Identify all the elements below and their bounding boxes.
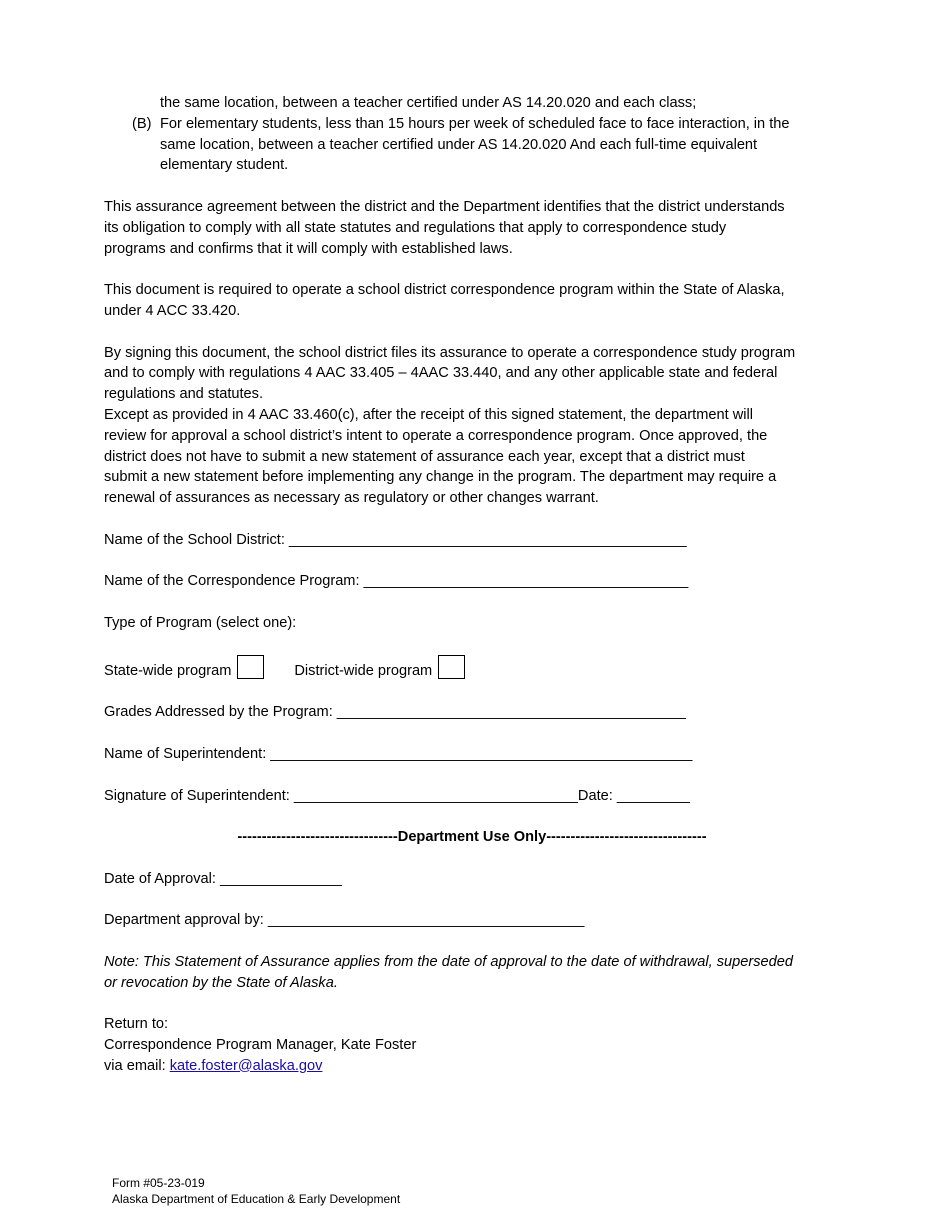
approval-by-field[interactable]: Department approval by: _______________________________________ — [104, 912, 585, 929]
paragraph-line: district does not have to submit a new statement of assurance each year, except that a district must — [104, 448, 745, 465]
item-b-line: elementary student. — [160, 157, 289, 174]
paragraph-line: This assurance agreement between the district and the Department identifies that the district understands — [104, 198, 785, 215]
program-type-options — [104, 655, 854, 682]
statewide-checkbox[interactable] — [237, 655, 264, 679]
item-b-line: For elementary students, less than 15 hours per week of scheduled face to face interaction, in the — [160, 115, 790, 132]
paragraph-line: By signing this document, the school district files its assurance to operate a correspondence study program — [104, 344, 796, 361]
grades-field[interactable]: Grades Addressed by the Program: ___________________________________________ — [104, 704, 686, 721]
program-name-field[interactable]: Name of the Correspondence Program: ________________________________________ — [104, 573, 689, 590]
paragraph-line: review for approval a school district’s intent to operate a correspondence program. Once approved, the — [104, 427, 768, 444]
paragraph-signing — [104, 343, 854, 509]
item-b-line: same location, between a teacher certified under AS 14.20.020 And each full-time equivalent — [160, 136, 758, 153]
district-name-field[interactable]: Name of the School District: _________________________________________________ — [104, 531, 687, 548]
paragraph-line: and to comply with regulations 4 AAC 33.405 – 4AAC 33.440, and any other applicable state and federal — [104, 365, 778, 382]
paragraph-line: its obligation to comply with all state statutes and regulations that apply to correspondence study — [104, 219, 727, 236]
document-body — [104, 93, 854, 1077]
paragraph-line: programs and confirms that it will comply with established laws. — [104, 240, 513, 257]
note-line: or revocation by the State of Alaska. — [104, 974, 338, 991]
superintendent-signature-field[interactable]: Signature of Superintendent: ___________________________________Date: _________ — [104, 787, 690, 804]
paragraph-assurance — [104, 197, 854, 259]
note-line: Note: This Statement of Assurance applies from the date of approval to the date of withdrawal, superseded — [104, 953, 793, 970]
return-to-email-line — [104, 1056, 854, 1077]
paragraph-line: renewal of assurances as necessary as regulatory or other changes warrant. — [104, 490, 599, 507]
list-marker-b: (B) — [132, 115, 152, 132]
page-footer — [112, 1175, 400, 1207]
statewide-label: State-wide program — [104, 662, 232, 679]
item-a-continuation: the same location, between a teacher certified under AS 14.20.020 and each class; — [160, 95, 697, 111]
note — [104, 952, 854, 994]
return-to-label: Return to: — [104, 1016, 169, 1033]
department-name: Alaska Department of Education & Early Development — [112, 1192, 401, 1206]
return-to — [104, 1014, 854, 1076]
department-use-header: ---------------------------------Department Use Only--------------------------------- — [237, 829, 707, 846]
paragraph-line: Except as provided in 4 AAC 33.460(c), after the receipt of this signed statement, the department will — [104, 406, 753, 423]
program-type-label: Type of Program (select one): — [104, 614, 297, 631]
form-number: Form #05-23-019 — [112, 1176, 205, 1190]
email-prefix: via email: — [104, 1057, 170, 1074]
paragraph-line: regulations and statutes. — [104, 386, 264, 403]
email-link[interactable]: kate.foster@alaska.gov — [169, 1057, 323, 1074]
districtwide-label: District-wide program — [294, 662, 433, 679]
districtwide-checkbox[interactable] — [438, 655, 465, 679]
list-item-b — [104, 114, 854, 176]
paragraph-line: submit a new statement before implementing any change in the program. The department may require a — [104, 469, 777, 486]
superintendent-name-field[interactable]: Name of Superintendent: ____________________________________________________ — [104, 745, 693, 762]
paragraph-line: This document is required to operate a school district correspondence program within the State of Alaska, — [104, 282, 785, 299]
paragraph-requirement — [104, 280, 854, 322]
approval-date-field[interactable]: Date of Approval: _______________ — [104, 870, 342, 887]
return-to-contact: Correspondence Program Manager, Kate Foster — [104, 1037, 417, 1054]
paragraph-line: under 4 ACC 33.420. — [104, 302, 241, 319]
